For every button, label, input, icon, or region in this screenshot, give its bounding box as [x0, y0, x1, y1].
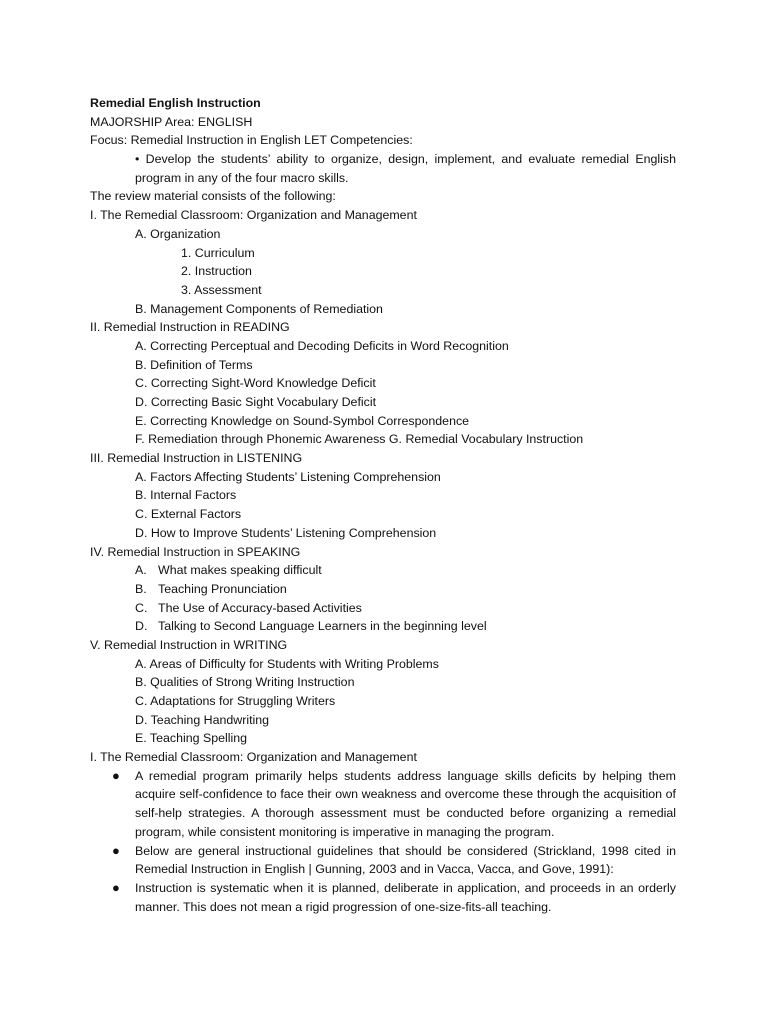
bullet-text: A remedial program primarily helps students address language skills deficits by helping them acquire self-confidence to face their own weakness and overcome these through the acquisition of self-help strategies. A thorough assessment must be conducted before organizing a remedial program, while consistent monitoring is imperative in managing the program. [135, 768, 676, 839]
body-bullet-list [90, 767, 676, 917]
document-title: Remedial English Instruction [90, 96, 261, 110]
outline-item: A. Areas of Difficulty for Students with Writing Problems [135, 656, 439, 671]
section-heading-reading: II. Remedial Instruction in READING [90, 320, 290, 335]
section-heading-writing: V. Remedial Instruction in WRITING [90, 637, 288, 652]
body-section-heading: I. The Remedial Classroom: Organization and Management [90, 750, 417, 765]
outline-item-label: D. [135, 619, 148, 634]
outline-item-label: A. [135, 563, 147, 578]
majorship-line: MAJORSHIP Area: ENGLISH [90, 114, 253, 129]
bullet-text: Below are general instructional guidelines that should be considered (Strickland, 1998 cited in Remedial Instruction in English | Gunning, 2003 and in Vacca, Vacca, and Gove, 1991): [135, 843, 676, 877]
focus-bullet: • Develop the students’ ability to organize, design, implement, and evaluate remedial English program in any of the four macro skills. [135, 152, 676, 185]
outline-item: A. Factors Affecting Students’ Listening Comprehension [135, 469, 441, 484]
outline-item: D. How to Improve Students’ Listening Comprehension [135, 525, 437, 540]
bullet-item [90, 879, 676, 916]
outline-subitem: 3. Assessment [181, 282, 262, 297]
outline-item: C. Adaptations for Struggling Writers [135, 694, 336, 709]
outline-subitem: 1. Curriculum [181, 245, 255, 260]
section-heading-listening: III. Remedial Instruction in LISTENING [90, 451, 303, 466]
focus-line: Focus: Remedial Instruction in English LET Competencies: [90, 133, 413, 148]
outline-item-text: What makes speaking difficult [158, 563, 322, 578]
outline-item-text: Teaching Pronunciation [158, 581, 287, 596]
outline-item: E. Correcting Knowledge on Sound-Symbol Correspondence [135, 413, 470, 428]
section-heading-organization: I. The Remedial Classroom: Organization and Management [90, 208, 417, 223]
outline-item [90, 617, 676, 636]
outline-item: B. Internal Factors [135, 488, 237, 503]
outline-item-text: The Use of Accuracy-based Activities [158, 600, 362, 615]
outline-item: A. Correcting Perceptual and Decoding Deficits in Word Recognition [135, 338, 509, 353]
bullet-item [90, 842, 676, 879]
outline-item: D. Correcting Basic Sight Vocabulary Deficit [135, 395, 377, 410]
outline-item: E. Teaching Spelling [135, 731, 248, 746]
section-heading-speaking: IV. Remedial Instruction in SPEAKING [90, 544, 301, 559]
outline-item: F. Remediation through Phonemic Awareness G. Remedial Vocabulary Instruction [135, 432, 584, 447]
outline-subitem: 2. Instruction [181, 264, 252, 279]
outline-item [90, 561, 676, 580]
review-intro: The review material consists of the following: [90, 189, 336, 204]
bullet-icon: ● [112, 880, 120, 895]
outline-item-text: Talking to Second Language Learners in the beginning level [158, 619, 487, 634]
bullet-icon: ● [112, 767, 120, 783]
outline-item: C. Correcting Sight-Word Knowledge Deficit [135, 376, 376, 391]
outline-item [90, 580, 676, 599]
outline-item: D. Teaching Handwriting [135, 712, 270, 727]
outline-item: B. Management Components of Remediation [135, 301, 383, 316]
outline-item: C. External Factors [135, 507, 242, 522]
outline-item-label: B. [135, 581, 147, 596]
outline-item [90, 599, 676, 618]
bullet-text: Instruction is systematic when it is planned, deliberate in application, and proceeds in an orderly manner. This does not mean a rigid progression of one-size-fits-all teaching. [135, 881, 676, 914]
outline-item-label: C. [135, 600, 148, 615]
outline-item: B. Definition of Terms [135, 357, 253, 372]
bullet-icon: ● [112, 842, 120, 858]
bullet-item [90, 767, 676, 842]
outline-item: A. Organization [135, 226, 221, 241]
outline-item: B. Qualities of Strong Writing Instruction [135, 675, 355, 690]
